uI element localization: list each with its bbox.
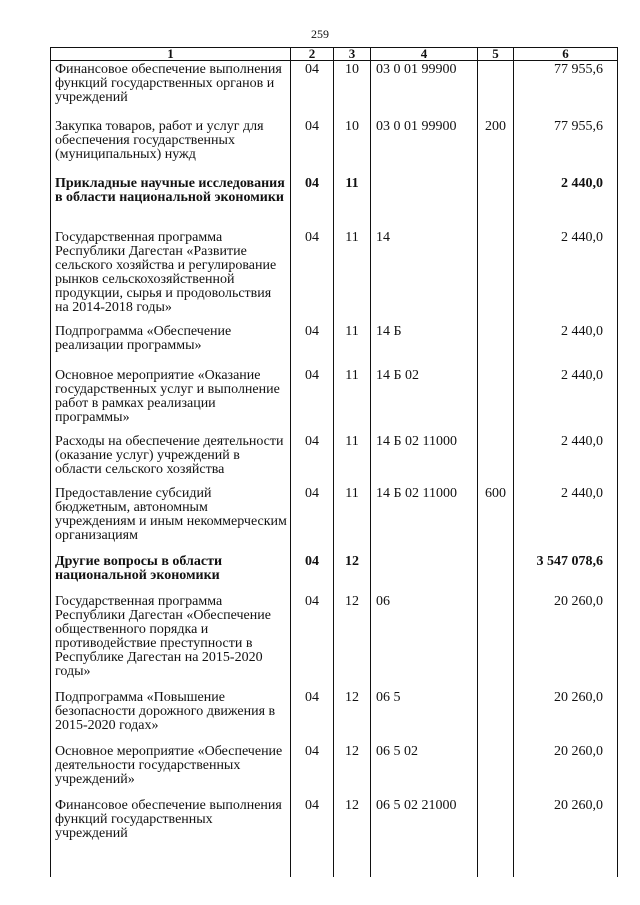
row-subsection: 10	[334, 61, 371, 119]
row-section: 04	[291, 797, 334, 847]
row-name: Государственная программа Республики Дагестан «Развитие сельского хозяйства и регулирование рынков сельскохозяйственной продукции, сырья и продовольствия на 2014-2018 годы»	[51, 229, 291, 323]
row-section: 04	[291, 175, 334, 229]
row-expense-type: 600	[478, 485, 514, 553]
row-target-code: 06 5 02 21000	[371, 797, 478, 847]
column-header: 6	[514, 48, 618, 61]
row-expense-type: 200	[478, 118, 514, 175]
row-subsection: 12	[334, 797, 371, 847]
filler-cell	[291, 847, 334, 877]
row-expense-type	[478, 367, 514, 433]
row-target-code	[371, 553, 478, 593]
row-amount: 2 440,0	[514, 175, 618, 229]
row-name: Основное мероприятие «Оказание государственных услуг и выполнение работ в рамках реализации программы»	[51, 367, 291, 433]
row-expense-type	[478, 593, 514, 689]
row-amount: 20 260,0	[514, 689, 618, 743]
table-row	[51, 689, 618, 743]
row-target-code: 14 Б 02	[371, 367, 478, 433]
row-expense-type	[478, 433, 514, 485]
row-subsection: 10	[334, 118, 371, 175]
row-amount: 3 547 078,6	[514, 553, 618, 593]
row-amount: 2 440,0	[514, 367, 618, 433]
row-section: 04	[291, 743, 334, 797]
row-section: 04	[291, 61, 334, 119]
row-name: Государственная программа Республики Дагестан «Обеспечение общественного порядка и противодействие преступности в Республике Дагестан на 2015-2020 годы»	[51, 593, 291, 689]
table-row	[51, 593, 618, 689]
table-row	[51, 553, 618, 593]
header-row	[51, 48, 618, 61]
row-target-code: 03 0 01 99900	[371, 118, 478, 175]
row-amount: 20 260,0	[514, 797, 618, 847]
row-section: 04	[291, 593, 334, 689]
row-section: 04	[291, 118, 334, 175]
table-row	[51, 485, 618, 553]
row-subsection: 12	[334, 743, 371, 797]
row-expense-type	[478, 689, 514, 743]
row-expense-type	[478, 743, 514, 797]
row-section: 04	[291, 553, 334, 593]
table-row	[51, 323, 618, 367]
table-row	[51, 118, 618, 175]
filler-cell	[334, 847, 371, 877]
row-name: Финансовое обеспечение выполнения функций государственных органов и учреждений	[51, 61, 291, 119]
row-subsection: 11	[334, 485, 371, 553]
page-number: 259	[311, 27, 329, 41]
row-section: 04	[291, 229, 334, 323]
row-subsection: 11	[334, 175, 371, 229]
row-section: 04	[291, 689, 334, 743]
row-target-code: 03 0 01 99900	[371, 61, 478, 119]
row-amount: 2 440,0	[514, 323, 618, 367]
table-row	[51, 175, 618, 229]
row-subsection: 11	[334, 367, 371, 433]
row-amount: 20 260,0	[514, 743, 618, 797]
row-name: Финансовое обеспечение выполнения функций государственных учреждений	[51, 797, 291, 847]
row-name: Прикладные научные исследования в области национальной экономики	[51, 175, 291, 229]
row-expense-type	[478, 797, 514, 847]
row-section: 04	[291, 367, 334, 433]
row-name: Закупка товаров, работ и услуг для обеспечения государственных (муниципальных) нужд	[51, 118, 291, 175]
filler-cell	[51, 847, 291, 877]
row-target-code	[371, 175, 478, 229]
row-amount: 2 440,0	[514, 433, 618, 485]
row-name: Основное мероприятие «Обеспечение деятельности государственных учреждений»	[51, 743, 291, 797]
filler-cell	[514, 847, 618, 877]
row-subsection: 11	[334, 229, 371, 323]
row-subsection: 11	[334, 323, 371, 367]
row-target-code: 14 Б 02 11000	[371, 485, 478, 553]
row-amount: 2 440,0	[514, 485, 618, 553]
row-target-code: 06 5	[371, 689, 478, 743]
filler-cell	[371, 847, 478, 877]
row-subsection: 12	[334, 553, 371, 593]
table-filler-row	[51, 847, 618, 877]
column-header: 3	[334, 48, 371, 61]
row-expense-type	[478, 175, 514, 229]
row-amount: 77 955,6	[514, 118, 618, 175]
row-name: Расходы на обеспечение деятельности (оказание услуг) учреждений в области сельского хозяйства	[51, 433, 291, 485]
column-header: 4	[371, 48, 478, 61]
filler-cell	[478, 847, 514, 877]
row-section: 04	[291, 323, 334, 367]
table-row	[51, 743, 618, 797]
table-row	[51, 61, 618, 119]
column-header: 5	[478, 48, 514, 61]
table-row	[51, 433, 618, 485]
row-expense-type	[478, 61, 514, 119]
row-target-code: 06	[371, 593, 478, 689]
row-amount: 2 440,0	[514, 229, 618, 323]
row-amount: 20 260,0	[514, 593, 618, 689]
column-header: 1	[51, 48, 291, 61]
row-subsection: 11	[334, 433, 371, 485]
budget-table	[50, 47, 618, 877]
row-section: 04	[291, 485, 334, 553]
row-expense-type	[478, 553, 514, 593]
row-name: Другие вопросы в области национальной экономики	[51, 553, 291, 593]
row-target-code: 14 Б 02 11000	[371, 433, 478, 485]
row-target-code: 06 5 02	[371, 743, 478, 797]
row-amount: 77 955,6	[514, 61, 618, 119]
column-header: 2	[291, 48, 334, 61]
row-subsection: 12	[334, 689, 371, 743]
row-expense-type	[478, 323, 514, 367]
row-name: Предоставление субсидий бюджетным, автономным учреждениям и иным некоммерческим организациям	[51, 485, 291, 553]
table-row	[51, 367, 618, 433]
table-row	[51, 797, 618, 847]
row-section: 04	[291, 433, 334, 485]
row-target-code: 14	[371, 229, 478, 323]
row-subsection: 12	[334, 593, 371, 689]
row-target-code: 14 Б	[371, 323, 478, 367]
table-row	[51, 229, 618, 323]
row-name: Подпрограмма «Повышение безопасности дорожного движения в 2015-2020 годах»	[51, 689, 291, 743]
row-name: Подпрограмма «Обеспечение реализации программы»	[51, 323, 291, 367]
row-expense-type	[478, 229, 514, 323]
